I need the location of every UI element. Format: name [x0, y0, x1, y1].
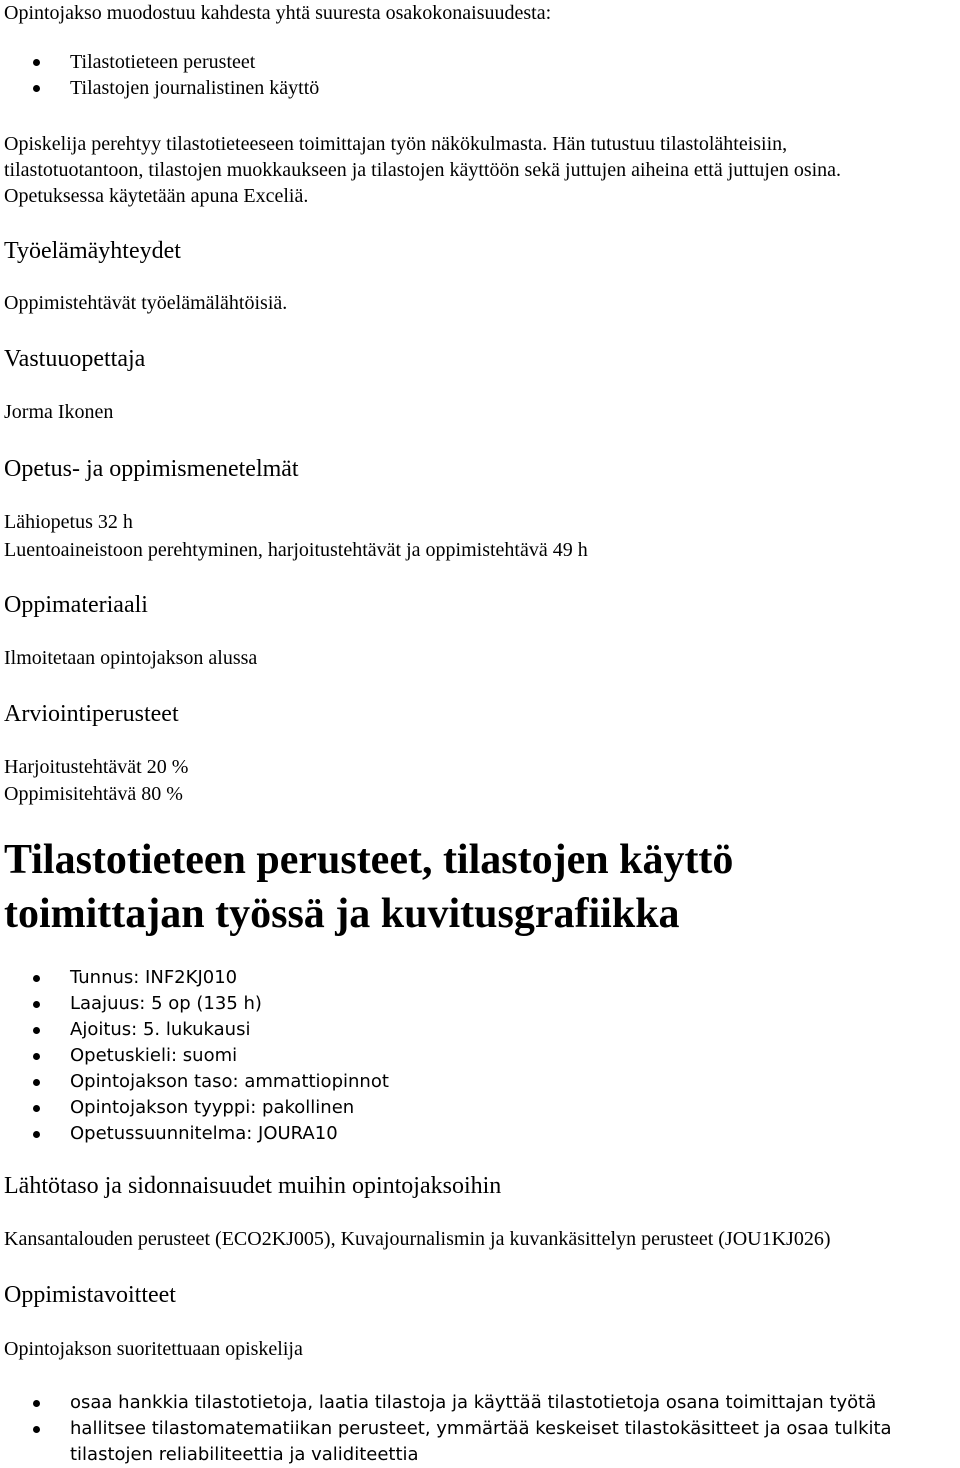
objectives-list [0, 1390, 892, 1442]
arviointi-line: Harjoitustehtävät 20 % [4, 756, 189, 778]
course-title-line: Tilastotieteen perusteet, tilastojen käyttö [4, 837, 734, 883]
course-title-line: toimittajan työssä ja kuvitusgrafiikka [4, 891, 680, 937]
section-heading-menetelmat: Opetus- ja oppimismenetelmät [4, 456, 299, 482]
section-heading-tyoelama: Työelämäyhteydet [4, 238, 181, 264]
description-line: tilastotuotantoon, tilastojen muokkaukseen ja tilastojen käyttöön sekä juttujen aiheina että juttujen osina. [4, 159, 842, 181]
parts-list [0, 49, 319, 101]
fact-ajoitus: Ajoitus: 5. lukukausi [0, 1017, 389, 1043]
menetelmat-line: Lähiopetus 32 h [4, 511, 133, 533]
arviointi-line: Oppimisitehtävä 80 % [4, 783, 183, 805]
vastuuopettaja-name: Jorma Ikonen [4, 401, 114, 423]
list-item: hallitsee tilastomatematiikan perusteet, ymmärtää keskeiset tilastokäsitteet ja osaa tulkita [0, 1416, 892, 1442]
fact-opetussuunnitelma: Opetussuunnitelma: JOURA10 [0, 1121, 389, 1147]
fact-tunnus: Tunnus: INF2KJ010 [0, 965, 389, 991]
list-item-continuation: tilastojen reliabiliteettia ja validiteettia [70, 1444, 419, 1465]
course-facts-list [0, 965, 389, 1147]
list-item: Tilastotieteen perusteet [0, 49, 319, 75]
fact-opetuskieli: Opetuskieli: suomi [0, 1043, 389, 1069]
tyoelama-text: Oppimistehtävät työelämälähtöisiä. [4, 292, 288, 314]
description-line: Opetuksessa käytetään apuna Exceliä. [4, 185, 309, 207]
fact-laajuus: Laajuus: 5 op (135 h) [0, 991, 389, 1017]
description-line: Opiskelija perehtyy tilastotieteeseen toimittajan työn näkökulmasta. Hän tutustuu tilastolähteisiin, [4, 133, 788, 155]
list-item: Tilastojen journalistinen käyttö [0, 75, 319, 101]
intro-lead: Opintojakso muodostuu kahdesta yhtä suuresta osakokonaisuudesta: [4, 2, 552, 24]
menetelmat-line: Luentoaineistoon perehtyminen, harjoitustehtävät ja oppimistehtävä 49 h [4, 539, 588, 561]
section-heading-lahtotaso: Lähtötaso ja sidonnaisuudet muihin opintojaksoihin [4, 1173, 502, 1199]
fact-taso: Opintojakson taso: ammattiopinnot [0, 1069, 389, 1095]
oppimateriaali-text: Ilmoitetaan opintojakson alussa [4, 647, 258, 669]
section-heading-vastuuopettaja: Vastuuopettaja [4, 346, 146, 372]
tavoitteet-lead: Opintojakson suoritettuaan opiskelija [4, 1338, 303, 1360]
section-heading-oppimistavoitteet: Oppimistavoitteet [4, 1282, 176, 1308]
lahtotaso-text: Kansantalouden perusteet (ECO2KJ005), Kuvajournalismin ja kuvankäsittelyn perusteet (JOU1KJ026) [4, 1228, 831, 1250]
fact-tyyppi: Opintojakson tyyppi: pakollinen [0, 1095, 389, 1121]
section-heading-arviointi: Arviointiperusteet [4, 701, 179, 727]
section-heading-oppimateriaali: Oppimateriaali [4, 592, 148, 618]
list-item: osaa hankkia tilastotietoja, laatia tilastoja ja käyttää tilastotietoja osana toimittajan työtä [0, 1390, 892, 1416]
